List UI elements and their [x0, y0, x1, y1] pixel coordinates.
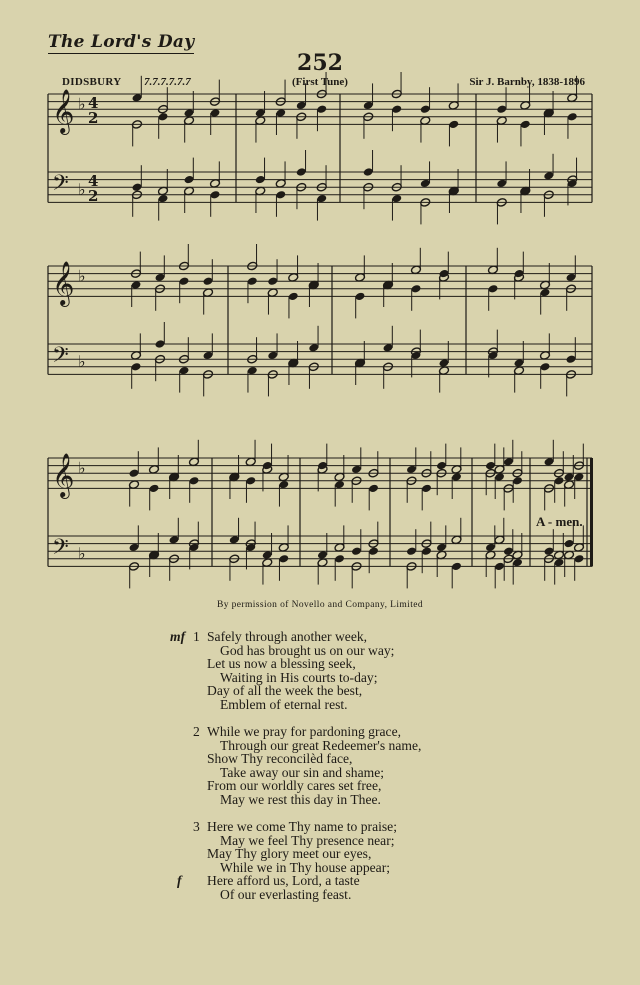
verse-number: 3 [193, 819, 200, 834]
bass-clef-icon: 𝄢 [52, 343, 69, 373]
treble-clef-icon: 𝄞 [52, 453, 75, 497]
verse-text: Here afford us, Lord, a taste [207, 873, 360, 888]
verse-text: Take away our sin and shame; [220, 764, 385, 780]
verse-line [0, 861, 640, 875]
verse-line [0, 874, 640, 888]
verse-text: Show Thy reconcilèd face, [207, 751, 353, 766]
verse-text: May we feel Thy presence near; [220, 832, 395, 848]
treble-clef-icon: 𝄞 [52, 89, 75, 133]
verse [0, 725, 640, 806]
verse-text: God has brought us on our way; [220, 642, 395, 658]
bass-clef-icon: 𝄢 [52, 535, 69, 565]
flat-icon: ♭ [78, 544, 86, 563]
dynamic-marking: mf [170, 629, 186, 644]
final-barline-thick [590, 458, 593, 566]
verse [0, 630, 640, 711]
verse-text: Let us now a blessing seek, [207, 656, 356, 671]
bass-clef-icon: 𝄢 [52, 171, 69, 201]
verse-line [0, 657, 640, 671]
verse-text: May Thy glory meet our eyes, [207, 846, 372, 861]
tune-label: (First Tune) [292, 76, 348, 88]
verse-line [0, 752, 640, 766]
verse-line [0, 644, 640, 658]
verse-text: Here we come Thy name to praise; [207, 819, 397, 834]
treble-clef-icon: 𝄞 [52, 261, 75, 305]
verse-text: Emblem of eternal rest. [220, 696, 348, 712]
dynamic-marking: f [177, 873, 182, 888]
verse-text: Of our everlasting feast. [220, 886, 352, 902]
flat-icon: ♭ [78, 94, 86, 114]
flat-icon: ♭ [78, 458, 86, 478]
time-signature-bottom: 2 [88, 109, 99, 127]
verse-text: While we pray for pardoning grace, [207, 724, 402, 739]
time-signature-top: 4 [88, 172, 99, 190]
verse-line [0, 820, 640, 834]
verse-number: 2 [193, 724, 200, 739]
flat-icon: ♭ [78, 180, 86, 199]
verse-line [0, 779, 640, 793]
tune-meter: 7.7.7.7.7.7 [144, 76, 191, 88]
verse-line [0, 671, 640, 685]
verse-text: Safely through another week, [207, 629, 368, 644]
verse-line [0, 684, 640, 698]
verse-text: Day of all the week the best, [207, 683, 363, 698]
verse-number: 1 [193, 629, 200, 644]
verse-text: While we in Thy house appear; [220, 859, 390, 875]
verse [0, 820, 640, 901]
time-signature-bottom: 2 [88, 187, 99, 205]
permission-note: By permission of Novello and Company, Limited [216, 600, 424, 610]
verse-line [0, 766, 640, 780]
verse-line [0, 793, 640, 807]
hymn-number: 252 [297, 50, 343, 76]
verse-text: Through our great Redeemer's name, [220, 737, 422, 753]
verse-line [0, 630, 640, 644]
hymn-verses [0, 630, 640, 915]
verse-line [0, 834, 640, 848]
verse-line [0, 725, 640, 739]
verse-line [0, 739, 640, 753]
verse-text: Waiting in His courts to-day; [220, 669, 378, 685]
verse-line [0, 847, 640, 861]
verse-line [0, 698, 640, 712]
verse-line [0, 888, 640, 902]
composer: Sir J. Barnby, 1838-1896 [469, 76, 585, 88]
verse-text: May we rest this day in Thee. [220, 791, 381, 807]
section-title: The Lord's Day [48, 32, 195, 52]
amen-label: A - men. [536, 514, 583, 529]
time-signature-top: 4 [88, 94, 99, 112]
flat-icon: ♭ [78, 266, 86, 286]
verse-text: From our worldly cares set free, [207, 778, 382, 793]
tune-name: DIDSBURY [62, 76, 122, 88]
flat-icon: ♭ [78, 352, 86, 371]
